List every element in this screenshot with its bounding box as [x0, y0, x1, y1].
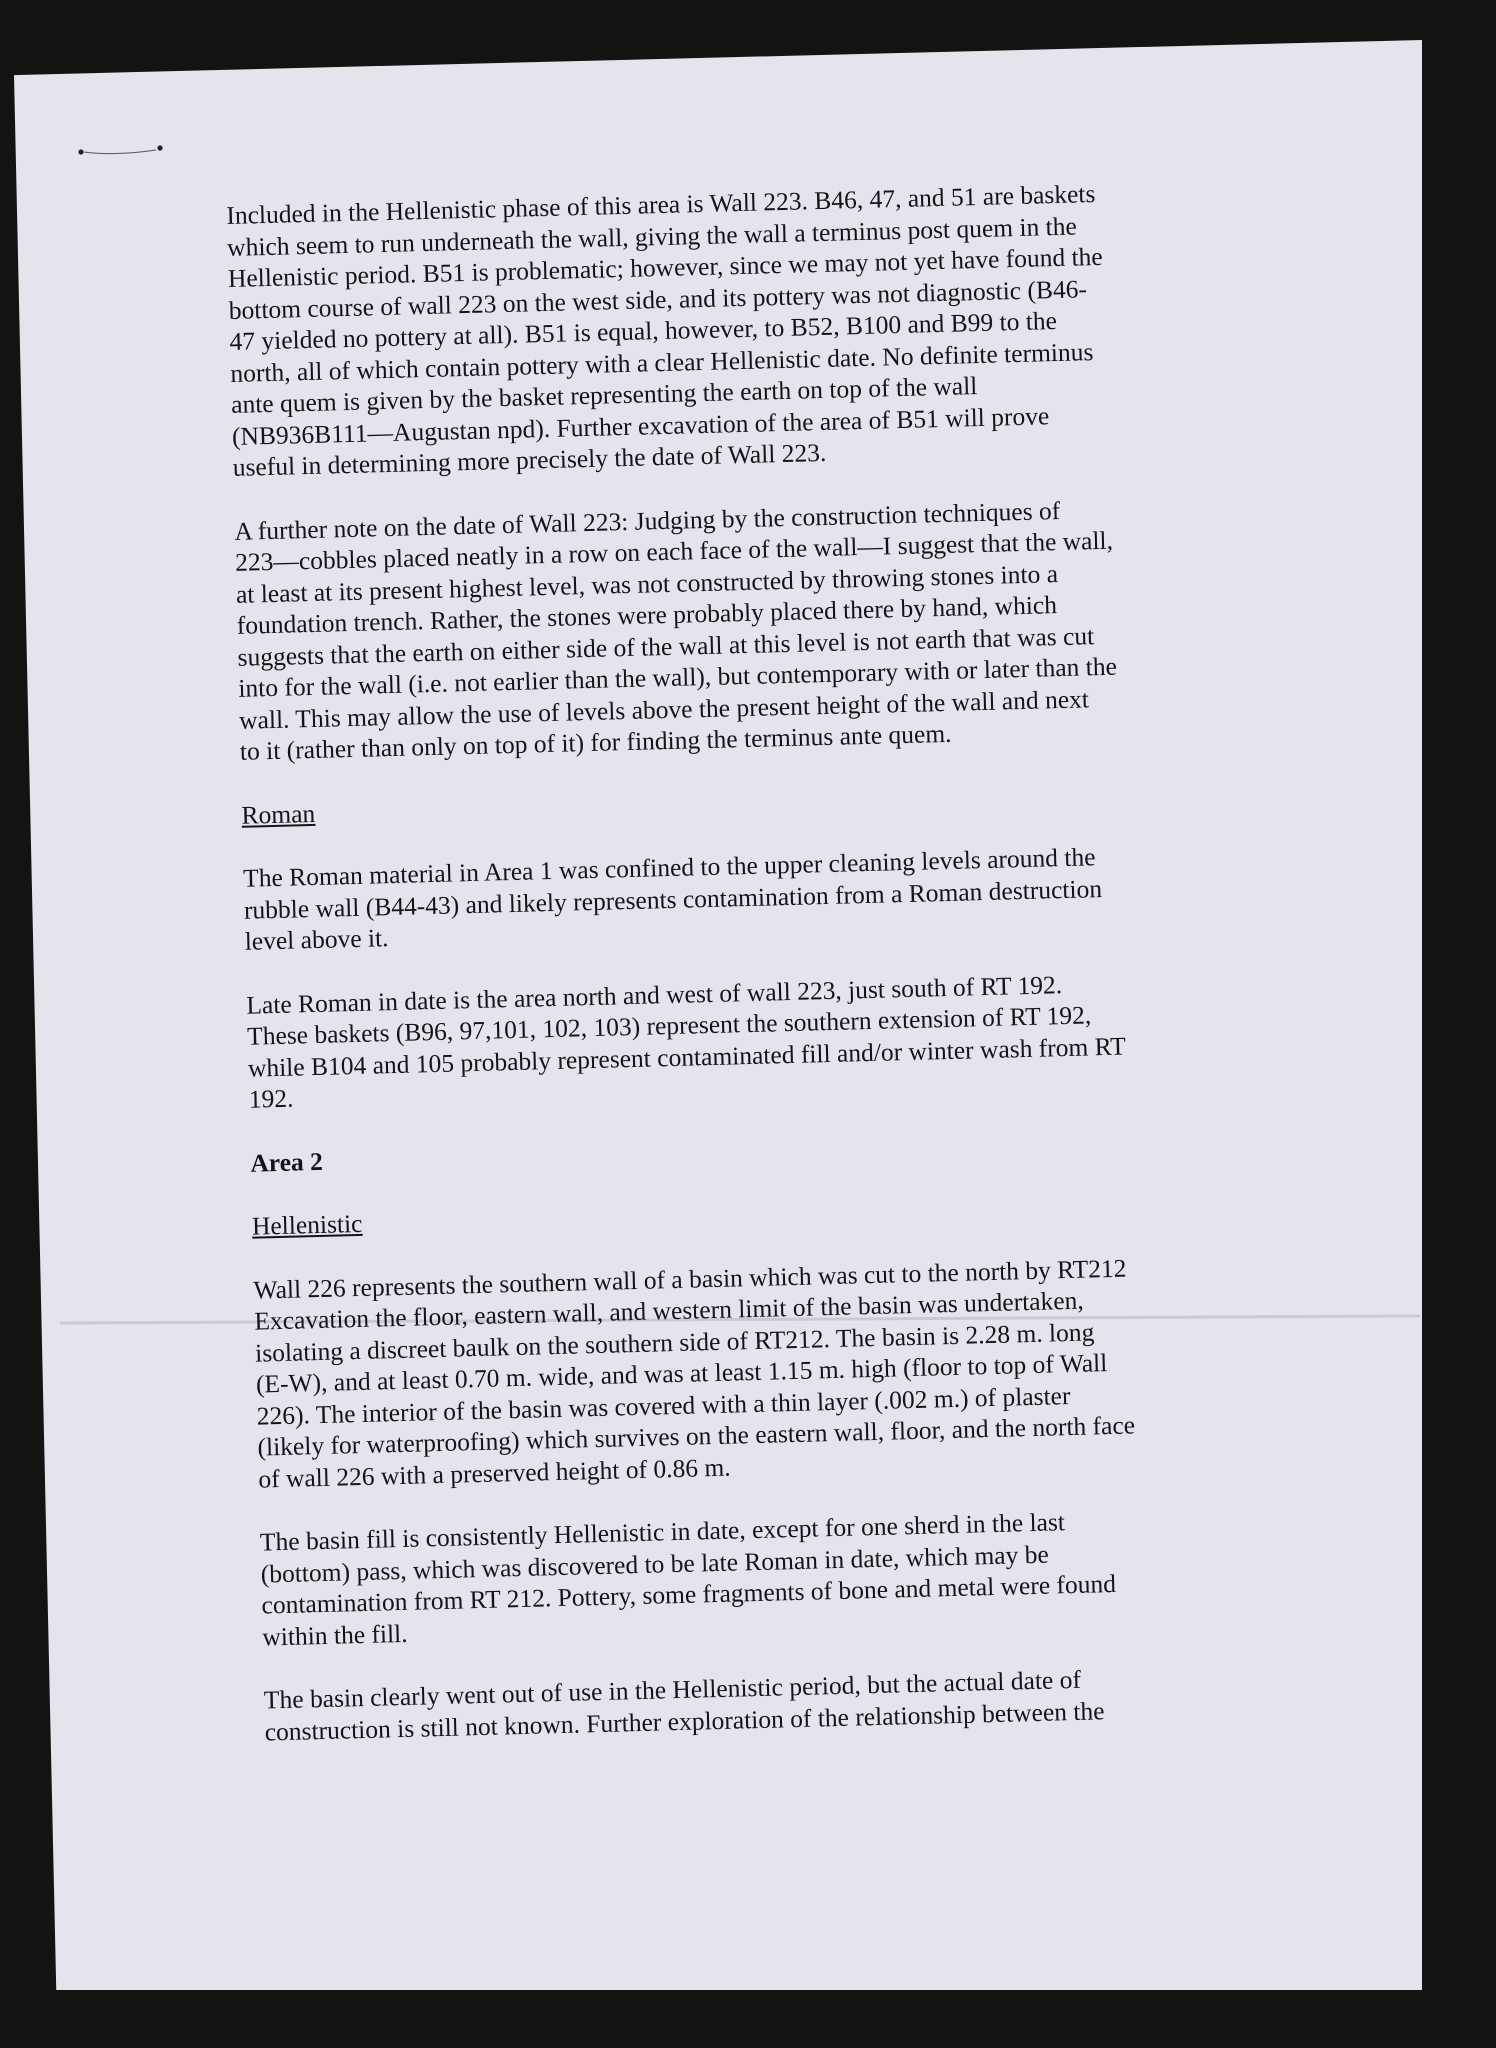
section-heading-area-2: Area 2 [250, 1146, 324, 1178]
paragraph-wall-226-basin: Wall 226 represents the southern wall of a basin which was cut to the north by RT212 Excavation the floor, eastern wall, and western limit of the basin was undertaken, isolating a discreet baulk on the southern side of RT212. The basin is 2.28 m. long (E-W), and at least 0.70 m. wide, and was at least 1.15 m. high (floor to top of Wall 226). The interior of the basin was covered with a thin layer (.002 m.) of plaster (likely for waterproofing) which survives on the eastern wall, floor, and the north face of wall 226 with a preserved height of 0.86 m. [253, 1253, 1136, 1494]
paragraph-roman-material: The Roman material in Area 1 was confined to the upper cleaning levels around the rubble wall (B44-43) and likely represents contamination from a Roman destruction level above it. [242, 842, 1103, 956]
paragraph-wall-223: Included in the Hellenistic phase of this area is Wall 223. B46, 47, and 51 are baskets which seem to run underneath the wall, giving the wall a terminus post quem in the Hellenistic period. B51 is problematic; however, since we may not yet have found the bottom course of wall 223 on the west side, and its pottery was not diagnostic (B46- 47 yielded no pottery at all). B51 is equal, however, to B52, B100 and B99 to the north, all of which contain pottery with a clear Hellenistic date. No definite terminus ante quem is given by the basket representing the earth on top of the wall (NB936B111—Augustan npd). Further excavation of the area of B51 will prove useful in determining more precisely the date of Wall 223. [226, 179, 1104, 482]
paragraph-wall-223-date-note: A further note on the date of Wall 223: Judging by the construction techniques of 223—cobbles placed neatly in a row on each face of the wall—I suggest that the wall, at least at its present highest level, was not constructed by throwing stones into a foundation trench. Rather, the stones were probably placed there by hand, which suggests that the earth on either side of the wall at this level is not earth that was cut into for the wall (i.e. not earlier than the wall), but contemporary with or later than the wall. This may allow the use of levels above the present height of the wall and next to it (rather than only on top of it) for finding the terminus ante quem. [234, 495, 1118, 766]
section-heading-hellenistic: Hellenistic [251, 1208, 363, 1241]
pen-mark-icon [76, 140, 166, 160]
paragraph-basin-use: The basin clearly went out of use in the Hellenistic period, but the actual date of construction is still not known. Further exploration of the relationship between the [263, 1664, 1105, 1747]
document-body [226, 176, 1226, 1780]
section-heading-roman: Roman [241, 798, 316, 830]
paragraph-basin-fill: The basin fill is consistently Hellenistic in date, except for one sherd in the last (bottom) pass, which was discovered to be late Roman in date, which may be contamination from RT 212. Pottery, some fragments of bone and metal were found within the fill. [259, 1507, 1117, 1652]
paragraph-late-roman: Late Roman in date is the area north and west of wall 223, just south of RT 192. These baskets (B96, 97,101, 102, 103) represent the southern extension of RT 192, while B104 and 105 probably represent contaminated fill and/or winter wash from RT 192. [246, 969, 1127, 1114]
